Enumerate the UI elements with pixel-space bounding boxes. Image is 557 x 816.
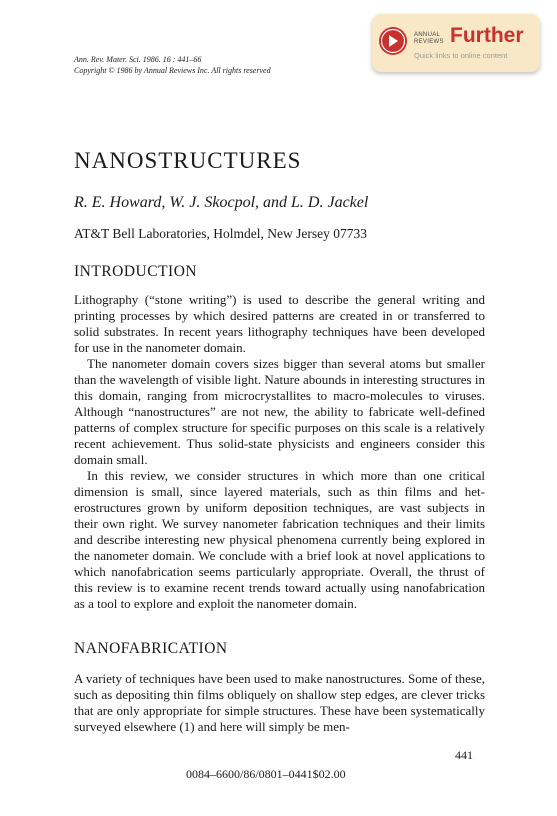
annual-reviews-wordmark: ANNUAL REVIEWS	[414, 32, 444, 45]
paragraph: The nanometer domain covers sizes bigger than several atoms but smaller than the wavelength of visible light. Nature abounds in interesting structures in this domain, ranging from microcrystallites to macro-molecules to viruses. Although “nanostructures” are not new, the ability to fabricate well-defined patterns of complex structure for specific purposes on this scale is a relatively recent achievement. Thus solid-state physicists and engineers consider this domain small.	[74, 356, 485, 467]
price-code: 0084–6600/86/0801–0441$02.00	[186, 767, 346, 781]
section-heading-introduction: INTRODUCTION	[74, 263, 198, 280]
page-number: 441	[455, 748, 473, 762]
quick-links-subtitle: Quick links to online content	[414, 51, 508, 60]
paragraph: In this review, we consider structures in which more than one critical dimension is small, since layered materials, such as thin films and het-erostructures grown by uniform deposition techniques, are vast subjects in their own right. We survey nanometer fabrication techniques and their limits and describe interesting new physical phenomena currently being explored in the nanometer domain. We conclude with a brief look at novel applications to which nanofabrication seems particularly appropriate. Overall, the thrust of this review is to examine recent trends toward actually using nanofabrication as a tool to explore and exploit the nanometer domain.	[74, 468, 485, 611]
section-heading-nanofabrication: NANOFABRICATION	[74, 640, 228, 657]
article-title: NANOSTRUCTURES	[74, 148, 302, 173]
copyright-notice: Copyright © 1986 by Annual Reviews Inc. All rights reserved	[74, 66, 271, 75]
further-label: Further	[450, 24, 524, 47]
journal-citation: Ann. Rev. Mater. Sci. 1986. 16 : 441–66	[74, 55, 202, 64]
introduction-body	[74, 292, 485, 612]
paragraph: Lithography (“stone writing”) is used to describe the general writing and printing processes by which desired patterns are created in or transferred to solid substrates. In recent years lithography techniques have been developed for use in the nanometer domain.	[74, 292, 485, 355]
further-reviews-badge[interactable]	[372, 14, 540, 72]
annual-reviews-logo-icon	[378, 26, 408, 56]
article-authors: R. E. Howard, W. J. Skocpol, and L. D. Jackel	[74, 194, 369, 211]
author-affiliation: AT&T Bell Laboratories, Holmdel, New Jersey 07733	[74, 226, 367, 241]
nanofabrication-body	[74, 671, 485, 735]
journal-citation-block	[74, 54, 271, 76]
paragraph: A variety of techniques have been used to make nanostructures. Some of these, such as depositing thin films obliquely on shallow step edges, are clever tricks that are only appropriate for simple structures. These have been systematically surveyed elsewhere (1) and here will simply be men-	[74, 671, 485, 734]
